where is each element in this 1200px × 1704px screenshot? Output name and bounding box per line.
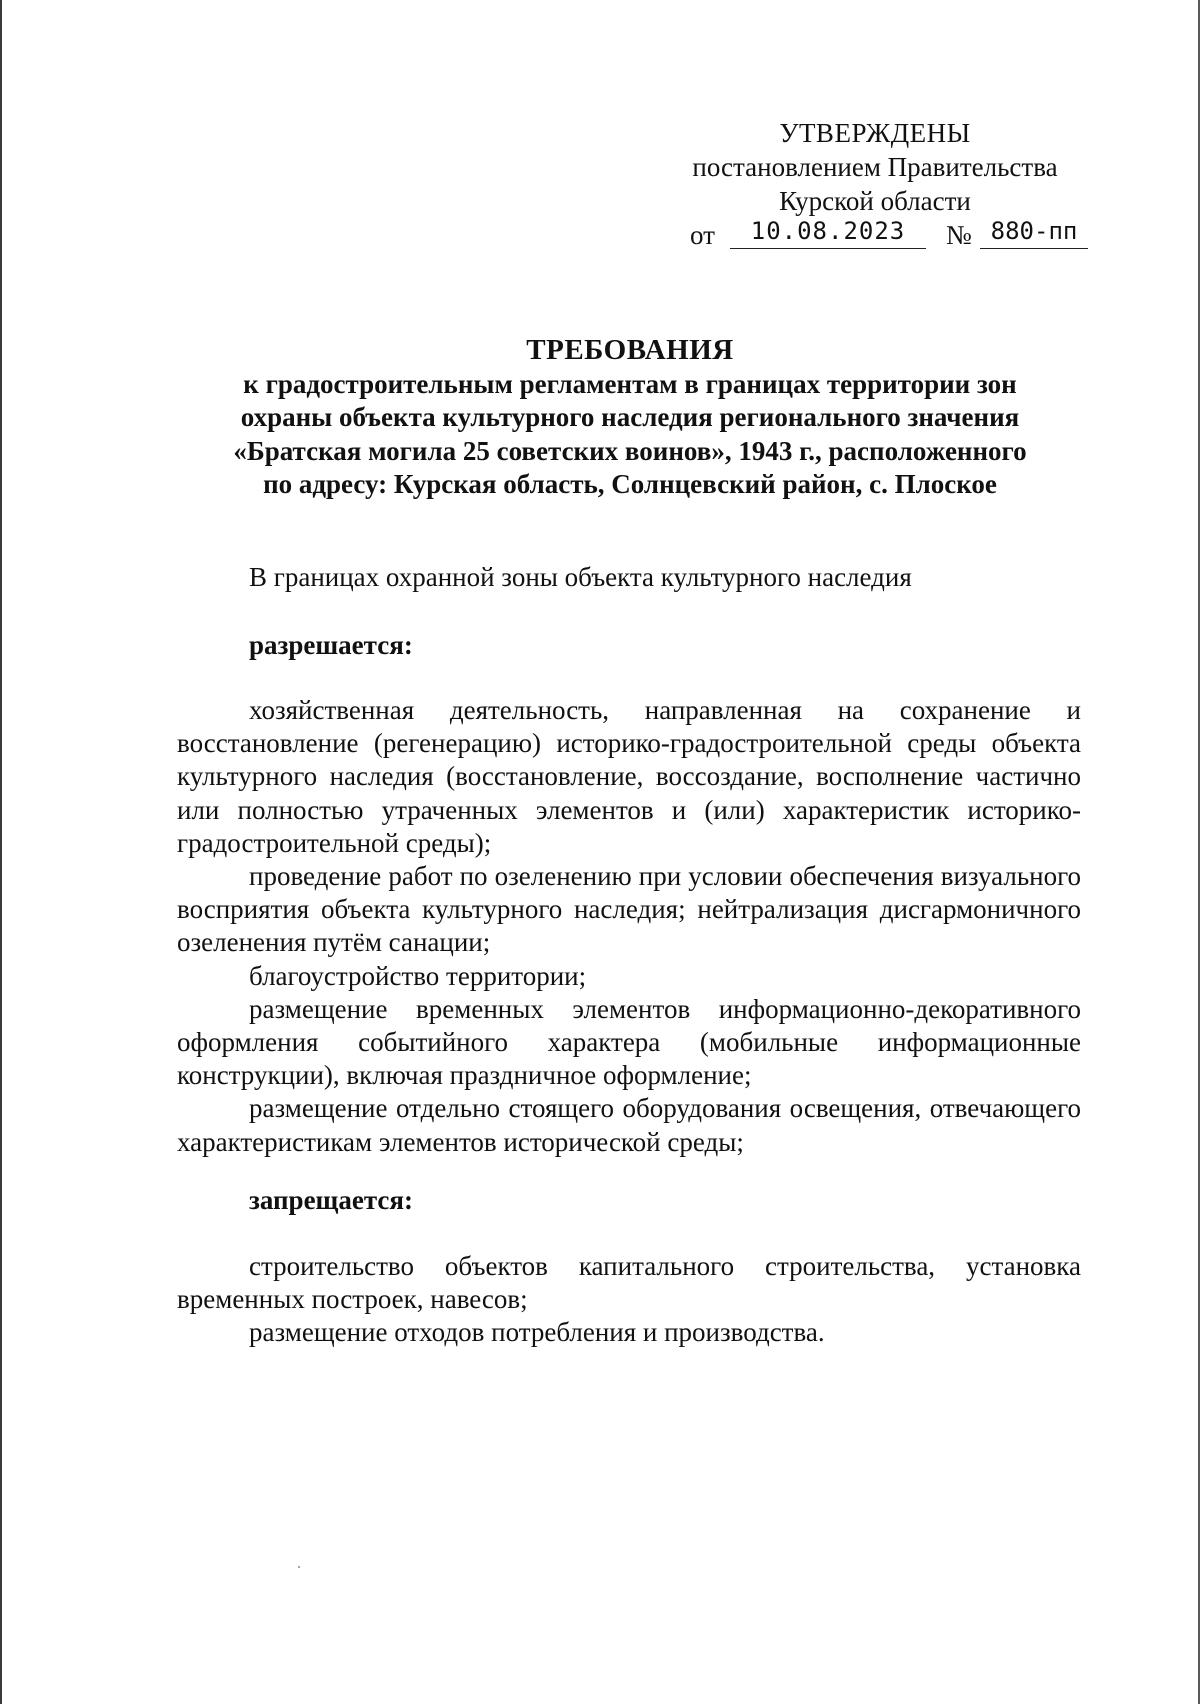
approval-date-line — [690, 214, 1092, 250]
heading-line-1: к градостроительным регламентам в границах территории зон — [243, 368, 1017, 399]
intro-paragraph: В границах охранной зоны объекта культурного наследия — [249, 562, 912, 592]
allowed-item: благоустройство территории; — [249, 960, 587, 991]
heading-line-4: по адресу: Курская область, Солнцевский район, с. Плоское — [263, 469, 997, 499]
scan-edge-left — [0, 0, 2, 1704]
prohibited-label: запрещается: — [249, 1185, 414, 1215]
approval-date: 10.08.2023 — [730, 214, 926, 249]
allowed-item: размещение отдельно стоящего оборудования освещения, отвечающего характеристикам элементов исторической среды; — [177, 1093, 1081, 1157]
allowed-list — [177, 694, 1081, 1159]
document-title: ТРЕБОВАНИЯ — [526, 334, 734, 366]
heading-line-2: охраны объекта культурного наследия регионального значения — [240, 402, 1020, 432]
approval-number: 880-пп — [980, 214, 1088, 249]
approval-line-2: Курской области — [779, 186, 971, 216]
approval-line-1: постановлением Правительства — [692, 152, 1058, 182]
approval-title: УТВЕРЖДЕНЫ — [779, 118, 971, 148]
number-label: № — [946, 220, 972, 250]
document-heading — [150, 334, 1110, 502]
from-label: от — [690, 220, 715, 250]
allowed-item: размещение временных элементов информационно-декоративного оформления событийного характера (мобильные информационные конструкции), включая праздничное оформление; — [177, 993, 1081, 1091]
scan-speck — [298, 1566, 300, 1568]
prohibited-item: размещение отходов потребления и производства. — [249, 1317, 825, 1348]
allowed-label: разрешается: — [249, 630, 413, 660]
prohibited-list — [177, 1250, 1081, 1350]
allowed-item: проведение работ по озеленению при условии обеспечения визуального восприятия объекта культурного наследия; нейтрализация дисгармоничного озеленения путём санации; — [177, 861, 1081, 958]
approval-block — [660, 116, 1090, 218]
heading-line-3: «Братская могила 25 советских воинов», 1943 г., расположенного — [233, 435, 1027, 466]
allowed-item: хозяйственная деятельность, направленная на сохранение и восстановление (регенерацию) историко-градостроительной среды объекта культурного наследия (восстановление, воссоздание, восполнение частично или полностью утраченных элементов и (или) характеристик историко-градостроительной среды); — [177, 695, 1081, 858]
prohibited-item: строительство объектов капитального строительства, установка временных построек, навесов; — [177, 1251, 1081, 1315]
